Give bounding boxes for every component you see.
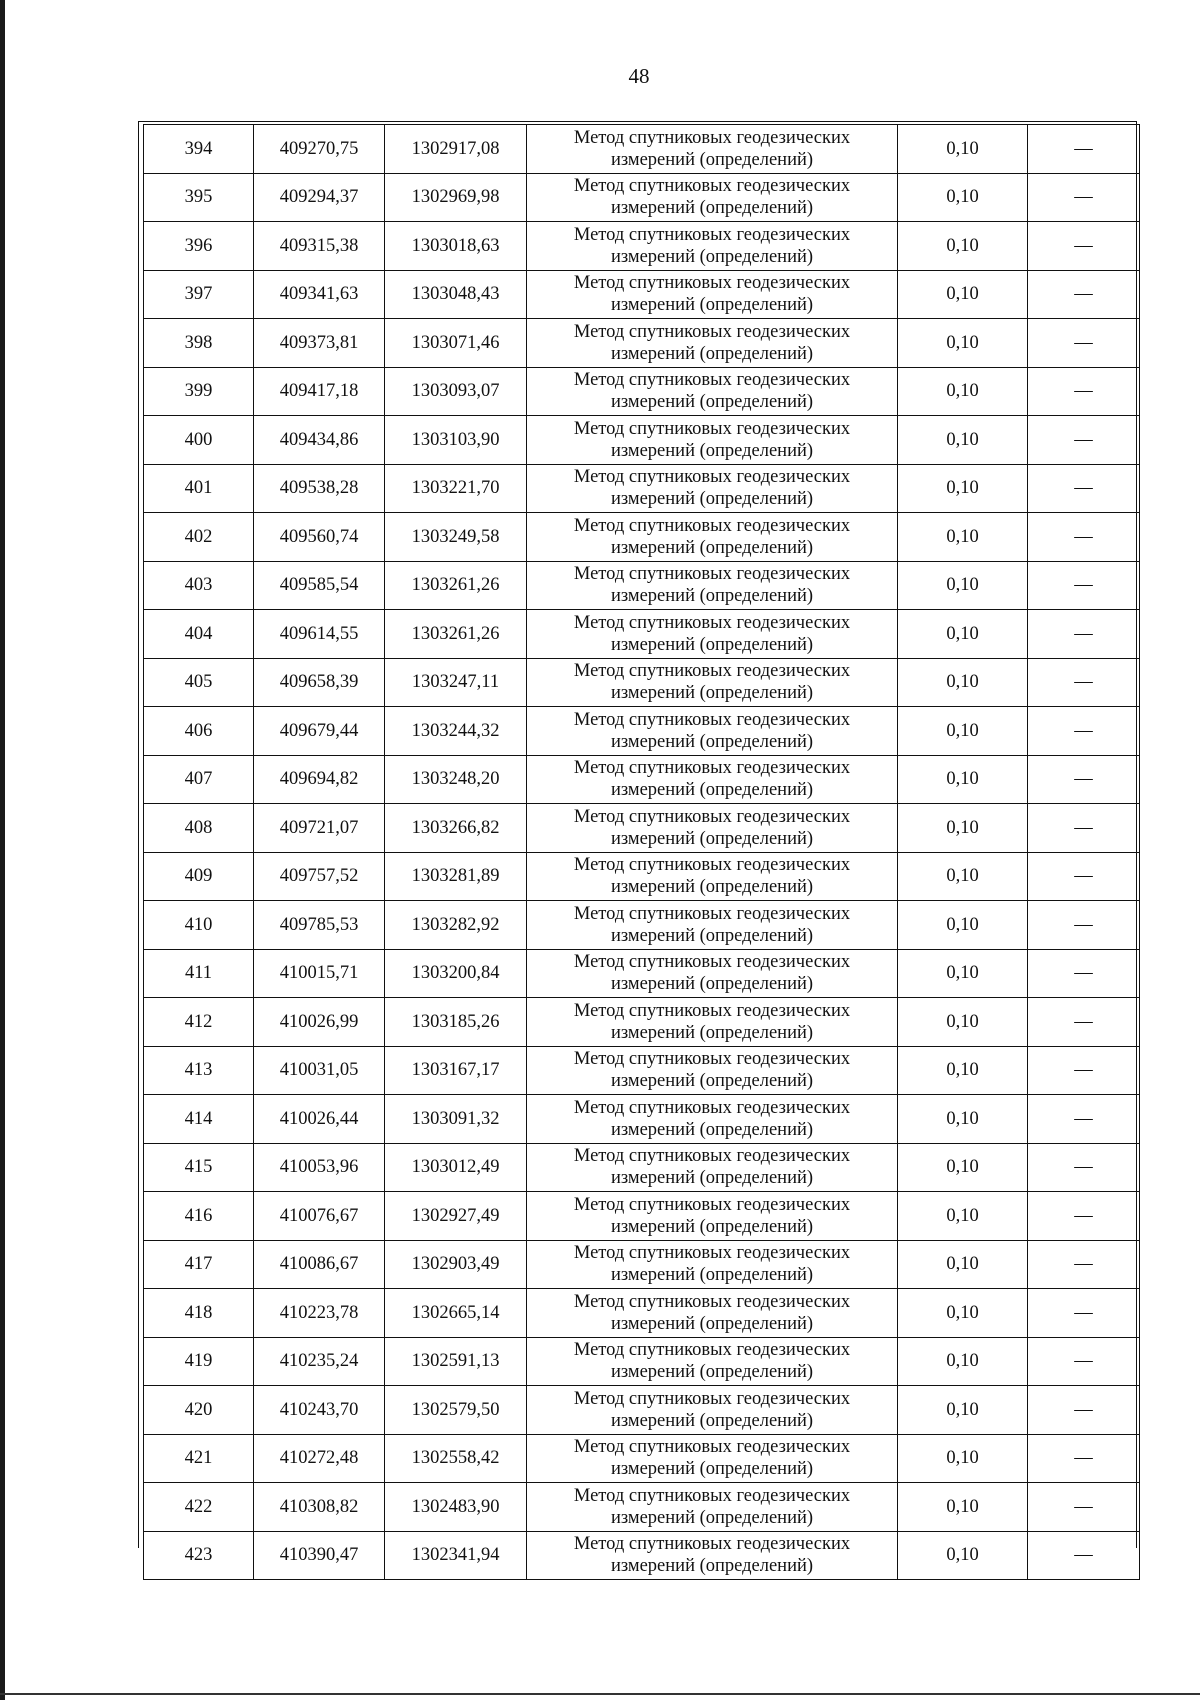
y-coordinate-cell: 1302969,98 xyxy=(385,173,527,222)
x-coordinate-cell: 410031,05 xyxy=(254,1046,385,1095)
y-coordinate-cell: 1303261,26 xyxy=(385,561,527,610)
description-cell: — xyxy=(1028,416,1140,465)
accuracy-cell: 0,10 xyxy=(898,222,1028,271)
point-number-cell: 423 xyxy=(144,1531,254,1580)
point-number-cell: 401 xyxy=(144,464,254,513)
point-number-cell: 402 xyxy=(144,513,254,562)
method-line-2: измерений (определений) xyxy=(610,731,814,752)
point-number-cell: 419 xyxy=(144,1337,254,1386)
y-coordinate-cell: 1303185,26 xyxy=(385,998,527,1047)
x-coordinate-cell: 409757,52 xyxy=(254,852,385,901)
description-cell: — xyxy=(1028,998,1140,1047)
method-line-1: Метод спутниковых геодезических xyxy=(573,1000,851,1021)
method-cell xyxy=(527,610,898,659)
method-line-1: Метод спутниковых геодезических xyxy=(573,321,851,342)
accuracy-cell: 0,10 xyxy=(898,464,1028,513)
method-cell xyxy=(527,1483,898,1532)
table-row xyxy=(144,804,1140,853)
accuracy-cell: 0,10 xyxy=(898,804,1028,853)
table-row xyxy=(144,1434,1140,1483)
method-line-2: измерений (определений) xyxy=(610,1216,814,1237)
point-number-cell: 412 xyxy=(144,998,254,1047)
method-cell xyxy=(527,125,898,174)
x-coordinate-cell: 410390,47 xyxy=(254,1531,385,1580)
coordinates-table-body xyxy=(144,125,1140,1580)
method-line-2: измерений (определений) xyxy=(610,440,814,461)
point-number-cell: 422 xyxy=(144,1483,254,1532)
point-number-cell: 395 xyxy=(144,173,254,222)
table-row xyxy=(144,610,1140,659)
point-number-cell: 415 xyxy=(144,1143,254,1192)
x-coordinate-cell: 409341,63 xyxy=(254,270,385,319)
method-line-1: Метод спутниковых геодезических xyxy=(573,1340,851,1361)
point-number-cell: 400 xyxy=(144,416,254,465)
table-row xyxy=(144,1289,1140,1338)
x-coordinate-cell: 410308,82 xyxy=(254,1483,385,1532)
point-number-cell: 399 xyxy=(144,367,254,416)
table-row xyxy=(144,1143,1140,1192)
accuracy-cell: 0,10 xyxy=(898,610,1028,659)
accuracy-cell: 0,10 xyxy=(898,755,1028,804)
x-coordinate-cell: 409560,74 xyxy=(254,513,385,562)
method-cell xyxy=(527,367,898,416)
y-coordinate-cell: 1302927,49 xyxy=(385,1192,527,1241)
accuracy-cell: 0,10 xyxy=(898,901,1028,950)
method-line-1: Метод спутниковых геодезических xyxy=(573,273,851,294)
method-line-2: измерений (определений) xyxy=(610,634,814,655)
y-coordinate-cell: 1303048,43 xyxy=(385,270,527,319)
method-line-2: измерений (определений) xyxy=(610,1022,814,1043)
accuracy-cell: 0,10 xyxy=(898,1192,1028,1241)
table-row xyxy=(144,222,1140,271)
table-row xyxy=(144,1046,1140,1095)
accuracy-cell: 0,10 xyxy=(898,125,1028,174)
method-cell xyxy=(527,270,898,319)
y-coordinate-cell: 1302917,08 xyxy=(385,125,527,174)
scan-border-bottom xyxy=(0,1693,1200,1695)
point-number-cell: 416 xyxy=(144,1192,254,1241)
method-line-1: Метод спутниковых геодезических xyxy=(573,806,851,827)
point-number-cell: 417 xyxy=(144,1240,254,1289)
description-cell: — xyxy=(1028,1240,1140,1289)
table-row xyxy=(144,658,1140,707)
y-coordinate-cell: 1303221,70 xyxy=(385,464,527,513)
table-row xyxy=(144,707,1140,756)
accuracy-cell: 0,10 xyxy=(898,1289,1028,1338)
method-cell xyxy=(527,222,898,271)
x-coordinate-cell: 409373,81 xyxy=(254,319,385,368)
accuracy-cell: 0,10 xyxy=(898,1143,1028,1192)
table-row xyxy=(144,416,1140,465)
method-line-1: Метод спутниковых геодезических xyxy=(573,418,851,439)
method-cell xyxy=(527,1143,898,1192)
method-line-1: Метод спутниковых геодезических xyxy=(573,1194,851,1215)
table-row xyxy=(144,561,1140,610)
description-cell: — xyxy=(1028,949,1140,998)
method-line-2: измерений (определений) xyxy=(610,489,814,510)
y-coordinate-cell: 1303249,58 xyxy=(385,513,527,562)
accuracy-cell: 0,10 xyxy=(898,949,1028,998)
table-row xyxy=(144,852,1140,901)
method-line-1: Метод спутниковых геодезических xyxy=(573,1534,851,1555)
method-line-2: измерений (определений) xyxy=(610,1168,814,1189)
x-coordinate-cell: 409785,53 xyxy=(254,901,385,950)
method-line-1: Метод спутниковых геодезических xyxy=(573,661,851,682)
point-number-cell: 420 xyxy=(144,1386,254,1435)
method-cell xyxy=(527,1386,898,1435)
method-line-2: измерений (определений) xyxy=(610,974,814,995)
description-cell: — xyxy=(1028,125,1140,174)
method-line-1: Метод спутниковых геодезических xyxy=(573,467,851,488)
x-coordinate-cell: 410243,70 xyxy=(254,1386,385,1435)
method-cell xyxy=(527,1095,898,1144)
point-number-cell: 396 xyxy=(144,222,254,271)
table-row xyxy=(144,755,1140,804)
method-line-2: измерений (определений) xyxy=(610,828,814,849)
table-row xyxy=(144,1386,1140,1435)
y-coordinate-cell: 1303248,20 xyxy=(385,755,527,804)
x-coordinate-cell: 409679,44 xyxy=(254,707,385,756)
x-coordinate-cell: 409270,75 xyxy=(254,125,385,174)
method-line-1: Метод спутниковых геодезических xyxy=(573,1049,851,1070)
accuracy-cell: 0,10 xyxy=(898,1337,1028,1386)
table-row xyxy=(144,173,1140,222)
y-coordinate-cell: 1303282,92 xyxy=(385,901,527,950)
table-row xyxy=(144,1240,1140,1289)
method-cell xyxy=(527,707,898,756)
description-cell: — xyxy=(1028,755,1140,804)
y-coordinate-cell: 1303281,89 xyxy=(385,852,527,901)
description-cell: — xyxy=(1028,804,1140,853)
y-coordinate-cell: 1303071,46 xyxy=(385,319,527,368)
accuracy-cell: 0,10 xyxy=(898,707,1028,756)
y-coordinate-cell: 1303012,49 xyxy=(385,1143,527,1192)
method-cell xyxy=(527,173,898,222)
method-line-2: измерений (определений) xyxy=(610,149,814,170)
method-line-2: измерений (определений) xyxy=(610,198,814,219)
method-cell xyxy=(527,1434,898,1483)
method-line-2: измерений (определений) xyxy=(610,586,814,607)
table-row xyxy=(144,949,1140,998)
method-line-2: измерений (определений) xyxy=(610,392,814,413)
accuracy-cell: 0,10 xyxy=(898,513,1028,562)
description-cell: — xyxy=(1028,1337,1140,1386)
x-coordinate-cell: 409658,39 xyxy=(254,658,385,707)
x-coordinate-cell: 410076,67 xyxy=(254,1192,385,1241)
description-cell: — xyxy=(1028,1483,1140,1532)
table-row xyxy=(144,1095,1140,1144)
method-cell xyxy=(527,464,898,513)
method-line-2: измерений (определений) xyxy=(610,1410,814,1431)
method-line-1: Метод спутниковых геодезических xyxy=(573,370,851,391)
y-coordinate-cell: 1303244,32 xyxy=(385,707,527,756)
x-coordinate-cell: 409315,38 xyxy=(254,222,385,271)
point-number-cell: 397 xyxy=(144,270,254,319)
table-row xyxy=(144,1483,1140,1532)
method-line-1: Метод спутниковых геодезических xyxy=(573,1388,851,1409)
accuracy-cell: 0,10 xyxy=(898,367,1028,416)
y-coordinate-cell: 1303093,07 xyxy=(385,367,527,416)
accuracy-cell: 0,10 xyxy=(898,852,1028,901)
method-line-1: Метод спутниковых геодезических xyxy=(573,1243,851,1264)
method-line-2: измерений (определений) xyxy=(610,1556,814,1577)
description-cell: — xyxy=(1028,222,1140,271)
method-cell xyxy=(527,755,898,804)
method-line-1: Метод спутниковых геодезических xyxy=(573,758,851,779)
accuracy-cell: 0,10 xyxy=(898,1434,1028,1483)
description-cell: — xyxy=(1028,1046,1140,1095)
description-cell: — xyxy=(1028,1434,1140,1483)
point-number-cell: 418 xyxy=(144,1289,254,1338)
point-number-cell: 398 xyxy=(144,319,254,368)
x-coordinate-cell: 410015,71 xyxy=(254,949,385,998)
method-line-2: измерений (определений) xyxy=(610,343,814,364)
y-coordinate-cell: 1303167,17 xyxy=(385,1046,527,1095)
point-number-cell: 403 xyxy=(144,561,254,610)
method-line-1: Метод спутниковых геодезических xyxy=(573,1485,851,1506)
y-coordinate-cell: 1303018,63 xyxy=(385,222,527,271)
x-coordinate-cell: 410223,78 xyxy=(254,1289,385,1338)
method-cell xyxy=(527,1192,898,1241)
method-cell xyxy=(527,1046,898,1095)
accuracy-cell: 0,10 xyxy=(898,270,1028,319)
method-line-2: измерений (определений) xyxy=(610,1313,814,1334)
description-cell: — xyxy=(1028,707,1140,756)
method-cell xyxy=(527,1337,898,1386)
method-cell xyxy=(527,416,898,465)
method-line-1: Метод спутниковых геодезических xyxy=(573,1437,851,1458)
method-line-1: Метод спутниковых геодезических xyxy=(573,1097,851,1118)
accuracy-cell: 0,10 xyxy=(898,561,1028,610)
method-cell xyxy=(527,998,898,1047)
description-cell: — xyxy=(1028,1531,1140,1580)
table-row xyxy=(144,270,1140,319)
accuracy-cell: 0,10 xyxy=(898,998,1028,1047)
y-coordinate-cell: 1303103,90 xyxy=(385,416,527,465)
x-coordinate-cell: 410272,48 xyxy=(254,1434,385,1483)
method-line-2: измерений (определений) xyxy=(610,780,814,801)
description-cell: — xyxy=(1028,1386,1140,1435)
method-line-1: Метод спутниковых геодезических xyxy=(573,224,851,245)
method-line-1: Метод спутниковых геодезических xyxy=(573,1146,851,1167)
x-coordinate-cell: 409694,82 xyxy=(254,755,385,804)
point-number-cell: 407 xyxy=(144,755,254,804)
description-cell: — xyxy=(1028,610,1140,659)
method-line-2: измерений (определений) xyxy=(610,1362,814,1383)
accuracy-cell: 0,10 xyxy=(898,1095,1028,1144)
table-row xyxy=(144,1531,1140,1580)
table-row xyxy=(144,513,1140,562)
method-cell xyxy=(527,1289,898,1338)
y-coordinate-cell: 1302591,13 xyxy=(385,1337,527,1386)
y-coordinate-cell: 1303200,84 xyxy=(385,949,527,998)
method-line-1: Метод спутниковых геодезических xyxy=(573,952,851,973)
method-line-1: Метод спутниковых геодезических xyxy=(573,855,851,876)
method-line-2: измерений (определений) xyxy=(610,683,814,704)
accuracy-cell: 0,10 xyxy=(898,319,1028,368)
description-cell: — xyxy=(1028,561,1140,610)
point-number-cell: 394 xyxy=(144,125,254,174)
method-line-1: Метод спутниковых геодезических xyxy=(573,903,851,924)
accuracy-cell: 0,10 xyxy=(898,173,1028,222)
x-coordinate-cell: 410053,96 xyxy=(254,1143,385,1192)
description-cell: — xyxy=(1028,852,1140,901)
method-cell xyxy=(527,1531,898,1580)
method-line-2: измерений (определений) xyxy=(610,1459,814,1480)
x-coordinate-cell: 410235,24 xyxy=(254,1337,385,1386)
description-cell: — xyxy=(1028,173,1140,222)
accuracy-cell: 0,10 xyxy=(898,658,1028,707)
description-cell: — xyxy=(1028,367,1140,416)
table-row xyxy=(144,901,1140,950)
table-row xyxy=(144,464,1140,513)
method-cell xyxy=(527,1240,898,1289)
method-line-1: Метод спутниковых геодезических xyxy=(573,1291,851,1312)
y-coordinate-cell: 1303247,11 xyxy=(385,658,527,707)
description-cell: — xyxy=(1028,464,1140,513)
point-number-cell: 409 xyxy=(144,852,254,901)
method-cell xyxy=(527,561,898,610)
x-coordinate-cell: 409538,28 xyxy=(254,464,385,513)
y-coordinate-cell: 1302558,42 xyxy=(385,1434,527,1483)
description-cell: — xyxy=(1028,1143,1140,1192)
description-cell: — xyxy=(1028,1192,1140,1241)
method-line-2: измерений (определений) xyxy=(610,246,814,267)
accuracy-cell: 0,10 xyxy=(898,416,1028,465)
table-row xyxy=(144,319,1140,368)
y-coordinate-cell: 1302665,14 xyxy=(385,1289,527,1338)
description-cell: — xyxy=(1028,901,1140,950)
method-line-1: Метод спутниковых геодезических xyxy=(573,564,851,585)
method-cell xyxy=(527,949,898,998)
x-coordinate-cell: 409434,86 xyxy=(254,416,385,465)
table-row xyxy=(144,1192,1140,1241)
x-coordinate-cell: 410026,44 xyxy=(254,1095,385,1144)
description-cell: — xyxy=(1028,1095,1140,1144)
method-line-2: измерений (определений) xyxy=(610,295,814,316)
page-number: 48 xyxy=(628,64,650,88)
method-line-1: Метод спутниковых геодезических xyxy=(573,709,851,730)
method-line-1: Метод спутниковых геодезических xyxy=(573,176,851,197)
method-line-2: измерений (определений) xyxy=(610,1119,814,1140)
method-line-2: измерений (определений) xyxy=(610,1507,814,1528)
method-cell xyxy=(527,804,898,853)
method-line-1: Метод спутниковых геодезических xyxy=(573,515,851,536)
point-number-cell: 405 xyxy=(144,658,254,707)
point-number-cell: 406 xyxy=(144,707,254,756)
x-coordinate-cell: 409585,54 xyxy=(254,561,385,610)
point-number-cell: 404 xyxy=(144,610,254,659)
coordinates-table xyxy=(143,124,1140,1580)
x-coordinate-cell: 409417,18 xyxy=(254,367,385,416)
accuracy-cell: 0,10 xyxy=(898,1386,1028,1435)
point-number-cell: 408 xyxy=(144,804,254,853)
scan-border-left xyxy=(0,0,5,1700)
table-row xyxy=(144,367,1140,416)
x-coordinate-cell: 410026,99 xyxy=(254,998,385,1047)
x-coordinate-cell: 409721,07 xyxy=(254,804,385,853)
point-number-cell: 414 xyxy=(144,1095,254,1144)
method-line-2: измерений (определений) xyxy=(610,877,814,898)
description-cell: — xyxy=(1028,513,1140,562)
description-cell: — xyxy=(1028,1289,1140,1338)
table-row xyxy=(144,998,1140,1047)
point-number-cell: 421 xyxy=(144,1434,254,1483)
method-line-1: Метод спутниковых геодезических xyxy=(573,127,851,148)
y-coordinate-cell: 1303261,26 xyxy=(385,610,527,659)
method-cell xyxy=(527,513,898,562)
table-row xyxy=(144,1337,1140,1386)
y-coordinate-cell: 1302341,94 xyxy=(385,1531,527,1580)
accuracy-cell: 0,10 xyxy=(898,1240,1028,1289)
x-coordinate-cell: 410086,67 xyxy=(254,1240,385,1289)
method-line-1: Метод спутниковых геодезических xyxy=(573,612,851,633)
description-cell: — xyxy=(1028,270,1140,319)
description-cell: — xyxy=(1028,319,1140,368)
table-row xyxy=(144,125,1140,174)
y-coordinate-cell: 1302483,90 xyxy=(385,1483,527,1532)
method-cell xyxy=(527,852,898,901)
method-cell xyxy=(527,901,898,950)
point-number-cell: 410 xyxy=(144,901,254,950)
accuracy-cell: 0,10 xyxy=(898,1531,1028,1580)
y-coordinate-cell: 1302903,49 xyxy=(385,1240,527,1289)
y-coordinate-cell: 1303091,32 xyxy=(385,1095,527,1144)
method-cell xyxy=(527,658,898,707)
x-coordinate-cell: 409614,55 xyxy=(254,610,385,659)
accuracy-cell: 0,10 xyxy=(898,1483,1028,1532)
x-coordinate-cell: 409294,37 xyxy=(254,173,385,222)
accuracy-cell: 0,10 xyxy=(898,1046,1028,1095)
description-cell: — xyxy=(1028,658,1140,707)
method-line-2: измерений (определений) xyxy=(610,925,814,946)
y-coordinate-cell: 1302579,50 xyxy=(385,1386,527,1435)
point-number-cell: 413 xyxy=(144,1046,254,1095)
point-number-cell: 411 xyxy=(144,949,254,998)
method-line-2: измерений (определений) xyxy=(610,537,814,558)
method-cell xyxy=(527,319,898,368)
y-coordinate-cell: 1303266,82 xyxy=(385,804,527,853)
method-line-2: измерений (определений) xyxy=(610,1071,814,1092)
method-line-2: измерений (определений) xyxy=(610,1265,814,1286)
